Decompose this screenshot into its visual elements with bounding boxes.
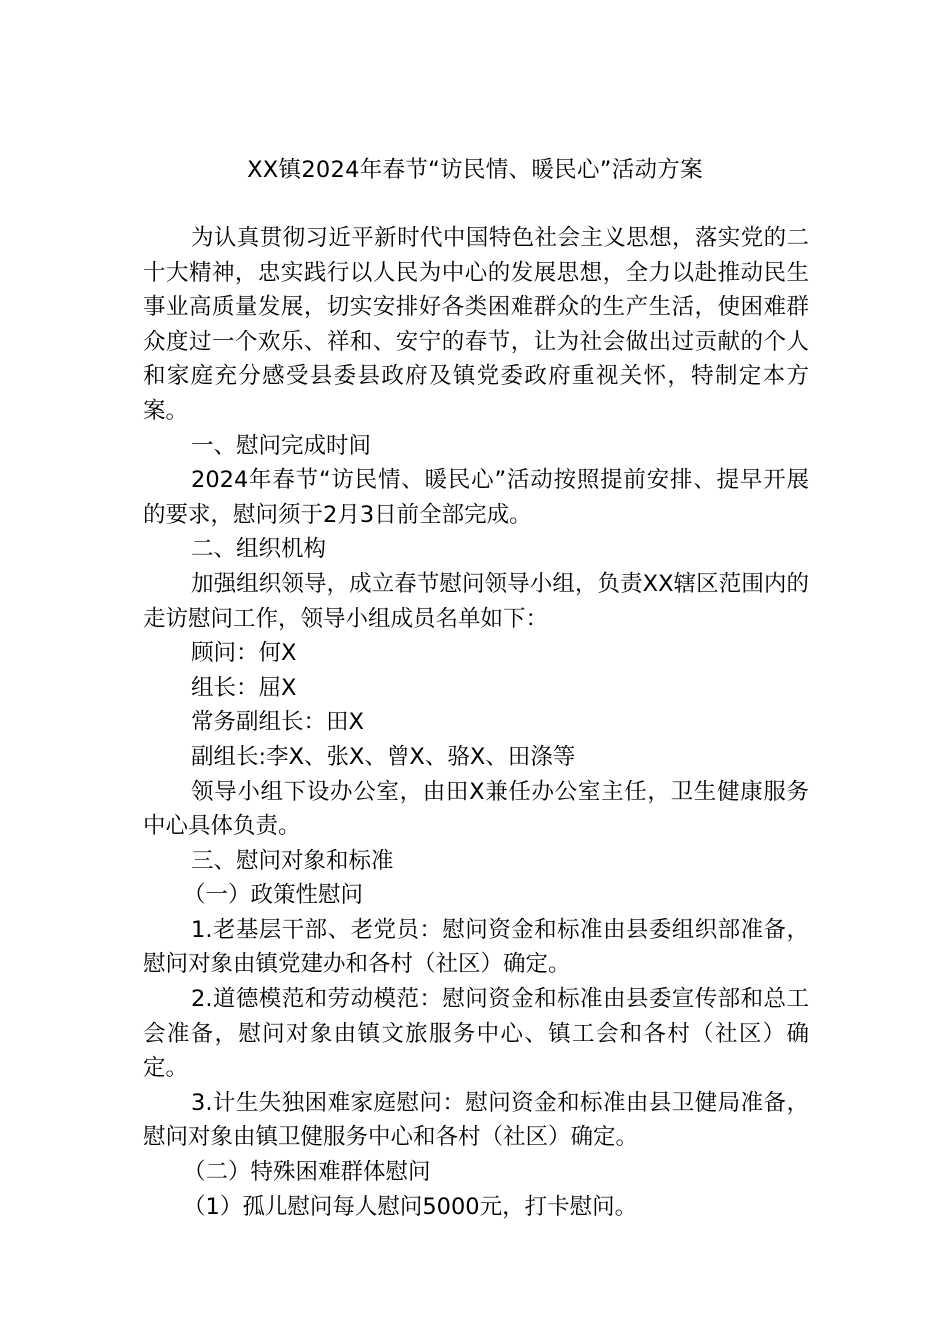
section-heading-3: 三、慰问对象和标准 bbox=[191, 847, 394, 874]
section-heading-2: 二、组织机构 bbox=[191, 536, 327, 563]
intro-paragraph: 为认真贯彻习近平新时代中国特色社会主义思想，落实党的二十大精神，忠实践行以人民为中心的发展思想，全力以赴推动民生事业高质量发展，切实安排好各类困难群众的生产生活，使困难群众度过一个欢乐、祥和、安宁的春节，让为社会做出过贡献的个人和家庭充分感受县委县政府及镇党委政府重视关怀，特制定本方案。 bbox=[143, 225, 809, 424]
policy-item-2: 2.道德模范和劳动模范：慰问资金和标准由县委宣传部和总工会准备，慰问对象由镇文旅服务中心、镇工会和各村（社区）确定。 bbox=[143, 986, 809, 1082]
subsection-heading-policy: （一）政策性慰问 bbox=[183, 882, 364, 909]
section-heading-1: 一、慰问完成时间 bbox=[191, 432, 372, 459]
document-title: XX镇2024年春节“访民情、暖民心”活动方案 bbox=[247, 157, 703, 183]
policy-item-1: 1.老基层干部、老党员：慰问资金和标准由县委组织部准备，慰问对象由镇党建办和各村（社区）确定。 bbox=[143, 916, 809, 978]
member-executive-deputy: 常务副组长：田X bbox=[191, 709, 364, 736]
office-paragraph: 领导小组下设办公室，由田X兼任办公室主任，卫生健康服务中心具体负责。 bbox=[143, 778, 809, 840]
subsection-heading-special: （二）特殊困难群体慰问 bbox=[183, 1159, 431, 1186]
member-deputies: 副组长:李X、张X、曾X、骆X、田涤等 bbox=[191, 743, 576, 770]
section-2-paragraph: 加强组织领导，成立春节慰问领导小组，负责XX辖区范围内的走访慰问工作，领导小组成员名单如下： bbox=[143, 570, 809, 632]
policy-item-3: 3.计生失独困难家庭慰问：慰问资金和标准由县卫健局准备，慰问对象由镇卫健服务中心和各村（社区）确定。 bbox=[143, 1089, 809, 1151]
special-item-1: （1）孤儿慰问每人慰问5000元，打卡慰问。 bbox=[183, 1193, 638, 1220]
member-advisor: 顾问：何X bbox=[191, 640, 297, 667]
section-1-paragraph: 2024年春节“访民情、暖民心”活动按照提前安排、提早开展的要求，慰问须于2月3日前全部完成。 bbox=[143, 467, 809, 528]
member-leader: 组长：屈X bbox=[191, 674, 297, 701]
document-body bbox=[143, 221, 809, 1224]
